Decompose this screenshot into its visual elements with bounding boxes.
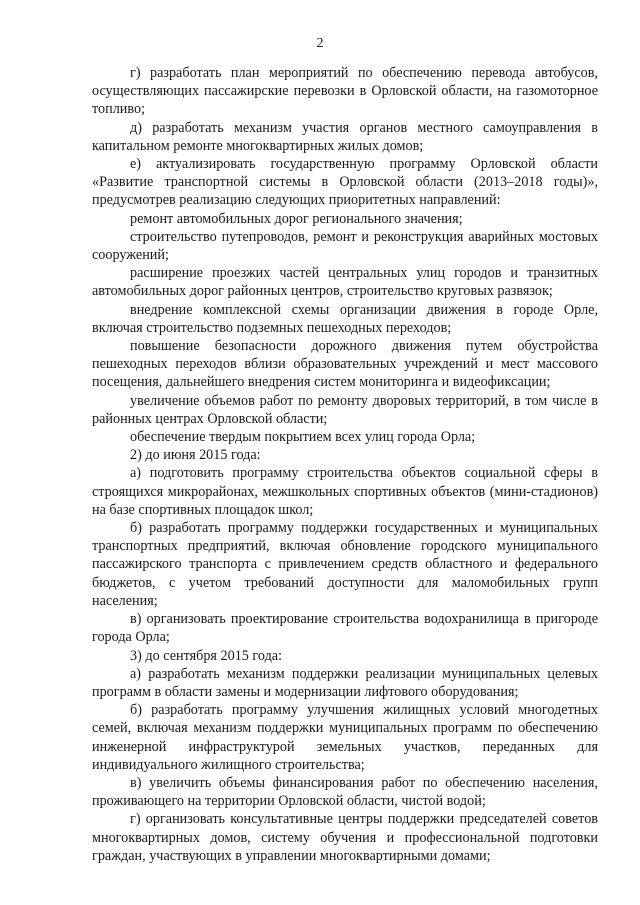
paragraph-d-capital-repair: д) разработать механизм участия органов местного самоуправления в капитальном ремонте многоквартирных жилых домов; [92, 119, 598, 154]
paragraph-a-social-facilities: а) подготовить программу строительства объектов социальной сферы в строящихся микрорайонах, межшкольных спортивных объектов (мини-стадионов) на базе спортивных площадок школ; [92, 465, 598, 518]
paragraph-street-widening: расширение проезжих частей центральных улиц городов и транзитных автомобильных дорог районных центров, строительство круговых развязок; [92, 265, 598, 300]
paragraph-g-bus-gas-fuel: г) разработать план мероприятий по обеспечению перевода автобусов, осуществляющих пассажирские перевозки в Орловской области, на газомоторное топливо; [92, 65, 598, 118]
paragraph-overpasses-bridges: строительство путепроводов, ремонт и реконструкция аварийных мостовых сооружений; [92, 228, 598, 264]
paragraph-e-transport-program: е) актуализировать государственную программу Орловской области «Развитие транспортной системы в Орловской области (2013–2018 годы)», предусмотрев реализацию следующих приоритетных направлений: [92, 156, 598, 209]
paragraph-traffic-scheme: внедрение комплексной схемы организации движения в городе Орле, включая строительство подземных пешеходных переходов; [92, 301, 598, 336]
document-body [92, 64, 598, 865]
paragraph-v-reservoir: в) организовать проектирование строительства водохранилища в пригороде города Орла; [92, 611, 598, 646]
paragraph-courtyards: увеличение объемов работ по ремонту дворовых территорий, в том числе в районных центрах Орловской области; [92, 392, 598, 427]
paragraph-road-safety: повышение безопасности дорожного движения путем обустройства пешеходных переходов вблизи образовательных учреждений и мест массового посещения, дальнейшего внедрения систем мониторинга и видеофиксации; [92, 338, 598, 391]
paragraph-b-transport-enterprises: б) разработать программу поддержки государственных и муниципальных транспортных предприятий, включая обновление городского муниципального пассажирского транспорта с привлечением средств областного и федерального бюджетов, с учетом требований доступности для маломобильных групп населения; [92, 520, 598, 609]
paragraph-regional-roads: ремонт автомобильных дорог регионального значения; [130, 210, 463, 227]
section-heading-september-2015: 3) до сентября 2015 года: [130, 647, 283, 664]
page-number: 2 [316, 36, 324, 51]
paragraph-street-paving: обеспечение твердым покрытием всех улиц города Орла; [130, 429, 476, 446]
paragraph-g-consulting-centers: г) организовать консультативные центры поддержки председателей советов многоквартирных домов, систему обучения и профессиональной подготовки граждан, участвующих в управлении многоквартирными домами; [92, 811, 598, 864]
paragraph-b-large-families: б) разработать программу улучшения жилищных условий многодетных семей, включая механизм поддержки муниципальных программ по обеспечению инженерной инфраструктурой земельных участков, переданных для индивидуального жилищного строительства; [92, 702, 598, 773]
paragraph-a-elevators: а) разработать механизм поддержки реализации муниципальных целевых программ в области замены и модернизации лифтового оборудования; [92, 665, 598, 700]
paragraph-v-clean-water: в) увеличить объемы финансирования работ по обеспечению населения, проживающего на территории Орловской области, чистой водой; [92, 774, 598, 810]
section-heading-june-2015: 2) до июня 2015 года: [130, 447, 261, 464]
